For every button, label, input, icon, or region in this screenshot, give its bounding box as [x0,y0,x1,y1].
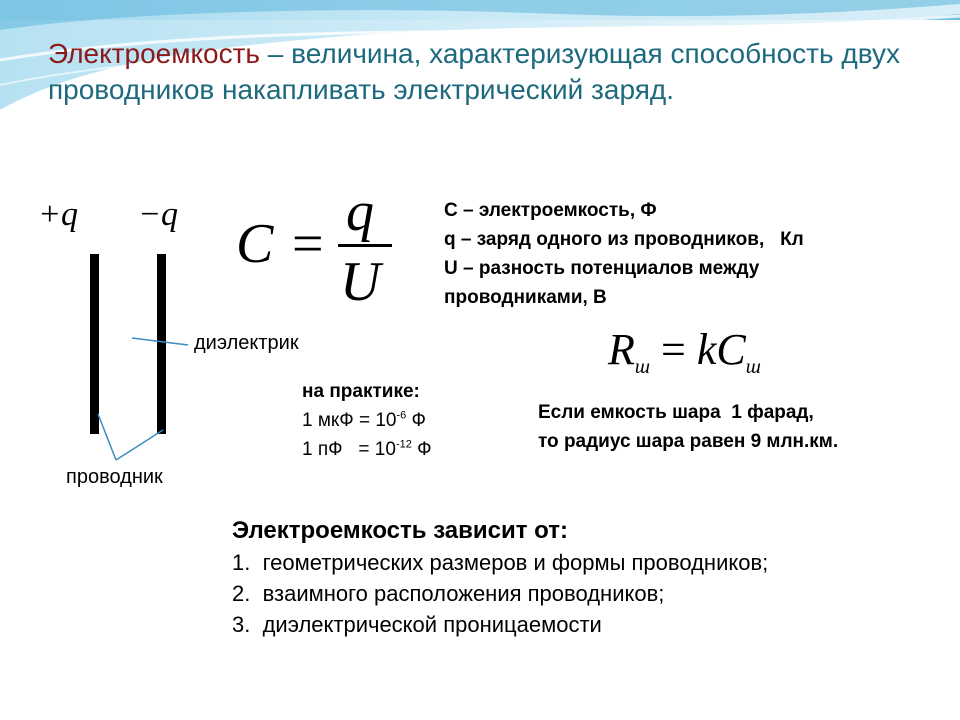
practice-row2-prefix: 1 пФ = 10 [302,439,396,460]
sphere-note-line1: Если емкость шара 1 фарад, [538,402,814,423]
practice-row1-prefix: 1 мкФ = 10 [302,410,397,431]
sphere-sub-2: ш [745,356,761,378]
sphere-formula [608,324,761,378]
practice-heading: на практике: [302,381,420,402]
sphere-kC: kC [696,325,746,374]
dielectric-label: диэлектрик [194,332,299,354]
dielectric-pointer-line [132,338,188,345]
practice-row2-exp: -12 [395,438,412,451]
sphere-note-line2: то радиус шара равен 9 млн.км. [538,431,839,452]
practice-microfarad [302,406,432,435]
depends-block [232,514,768,640]
depends-item: 2. взаимного расположения проводников; [232,581,665,606]
minus-charge-label: −q [138,196,178,233]
legend-voltage: U – разность потенциалов между [444,258,760,279]
formula-denominator: U [340,251,381,313]
depends-heading: Электроемкость зависит от: [232,517,568,544]
sphere-sub-1: ш [634,356,650,378]
sphere-equals: = [650,325,697,374]
plus-charge-label: +q [38,196,78,233]
legend-charge: q – заряд одного из проводников, Кл [444,229,804,250]
practice-block [302,377,432,464]
practice-row1-unit: Ф [406,410,426,431]
sphere-R: R [608,325,635,374]
practice-picofarad [302,435,432,464]
practice-row1-exp: -6 [396,409,407,422]
depends-item: 3. диэлектрической проницаемости [232,612,602,637]
formula-numerator: q [346,181,374,243]
formula-equals: = [292,213,324,275]
practice-row2-unit: Ф [411,439,432,460]
legend-capacitance: C – электроемкость, Ф [444,200,657,221]
conductor-pointer-right [116,430,163,460]
conductor-pointer-left [98,414,116,460]
formula-legend [444,196,804,312]
conductor-label: проводник [66,466,163,488]
title-rest: – величина, характеризующая способность двух проводников накапливать электрический заряд. [48,38,900,105]
legend-voltage-cont: проводниками, В [444,287,607,308]
fraction-bar [338,244,392,247]
depends-item: 1. геометрических размеров и формы проводников; [232,550,769,575]
formula-lhs: C [236,213,274,275]
sphere-note [538,398,838,456]
title-term: Электроемкость [48,38,261,69]
